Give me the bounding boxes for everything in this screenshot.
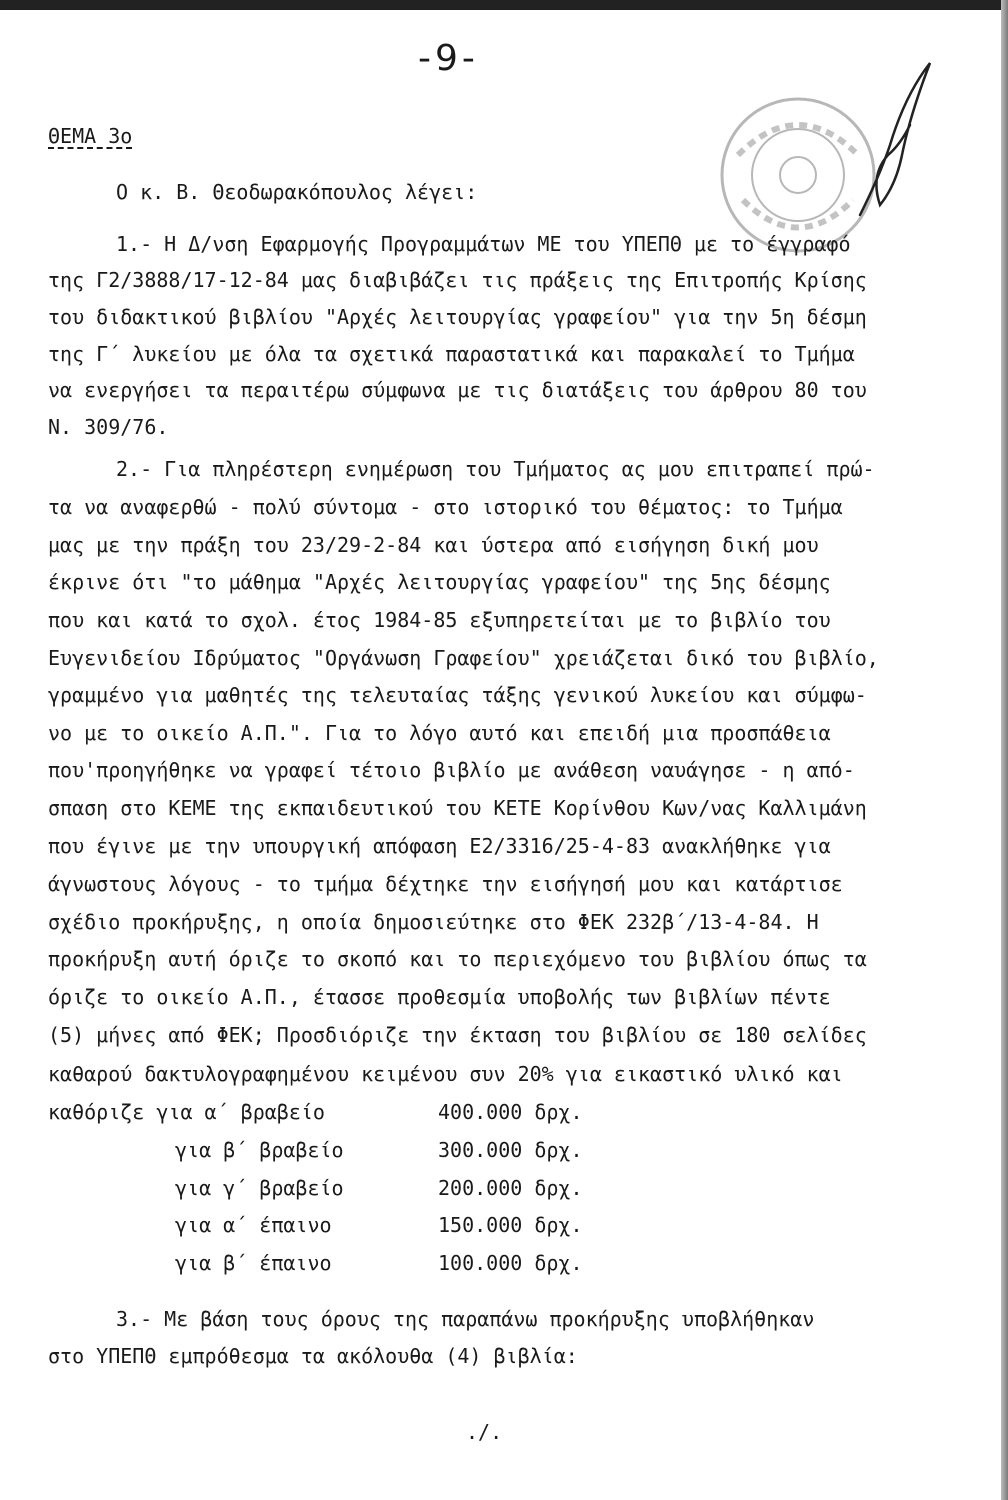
prize-amount: 200.000 δρχ. — [438, 1176, 583, 1200]
body-line: που'προηγήθηκε να γραφεί τέτοιο βιβλίο με ανάθεση ναυάγησε - η από- — [48, 758, 855, 782]
prize-label: για γ΄ βραβείο — [175, 1176, 344, 1200]
body-line: που έγινε με την υπουργική απόφαση Ε2/3316/25-4-83 ανακλήθηκε για — [48, 834, 831, 858]
body-line: 3.- Με βάση τους όρους της παραπάνω προκήρυξης υποβλήθηκαν — [116, 1307, 815, 1331]
body-line: Ν. 309/76. — [48, 415, 169, 439]
body-line: (5) μήνες από ΦΕΚ; Προσδιόριζε την έκταση του βιβλίου σε 180 σελίδες — [48, 1023, 867, 1047]
continuation-mark: ./. — [466, 1420, 503, 1444]
prize-label: για α΄ έπαινο — [175, 1213, 332, 1237]
body-line: 1.- Η Δ/νση Εφαρμογής Προγραμμάτων ΜΕ του ΥΠΕΠΘ με το έγγραφό — [116, 232, 851, 256]
body-line: τα να αναφερθώ - πολύ σύντομα - στο ιστορικό του θέματος: το Τμήμα — [48, 495, 843, 519]
body-line: Ο κ. Β. Θεοδωρακόπουλος λέγει: — [116, 180, 478, 204]
page-number: -9- — [418, 38, 479, 79]
body-line: σχέδιο προκήρυξης, η οποία δημοσιεύτηκε στο ΦΕΚ 232β΄/13-4-84. Η — [48, 910, 819, 934]
body-line: προκήρυξη αυτή όριζε το σκοπό και το περιεχόμενο του βιβλίου όπως τα — [48, 947, 867, 971]
page-top-edge — [0, 0, 1008, 10]
body-line: της Γ΄ λυκείου με όλα τα σχετικά παραστατικά και παρακαλεί το Τμήμα — [48, 342, 855, 366]
body-line: της Γ2/3888/17-12-84 μας διαβιβάζει τις πράξεις της Επιτροπής Κρίσης — [48, 268, 867, 292]
body-line: όριζε το οικείο Α.Π., έτασσε προθεσμία υποβολής των βιβλίων πέντε — [48, 985, 831, 1009]
page-right-edge — [1001, 0, 1008, 1500]
body-line: γραμμένο για μαθητές της τελευταίας τάξης γενικού λυκείου και σύμφω- — [48, 683, 867, 707]
section-heading: ΘΕΜΑ 3ο — [48, 124, 133, 148]
body-line: να ενεργήσει τα περαιτέρω σύμφωνα με τις διατάξεις του άρθρου 80 του — [48, 378, 867, 402]
prize-amount: 150.000 δρχ. — [438, 1213, 583, 1237]
prize-amount: 300.000 δρχ. — [438, 1138, 583, 1162]
body-line: μας με την πράξη του 23/29-2-84 και ύστερα από εισήγηση δική μου — [48, 533, 819, 557]
body-line: καθαρού δακτυλογραφημένου κειμένου συν 20% για εικαστικό υλικό και — [48, 1062, 843, 1086]
prize-amount: 100.000 δρχ. — [438, 1251, 583, 1275]
body-line: έκρινε ότι "το μάθημα "Αρχές λειτουργίας γραφείου" της 5ης δέσμης — [48, 570, 831, 594]
body-line: του διδακτικού βιβλίου "Αρχές λειτουργίας γραφείου" για την 5η δέσμη — [48, 305, 867, 329]
prize-label: για β΄ έπαινο — [175, 1251, 332, 1275]
body-line: Ευγενιδείου Ιδρύματος "Οργάνωση Γραφείου" χρειάζεται δικό του βιβλίο, — [48, 646, 879, 670]
handwritten-signature — [850, 55, 940, 225]
body-line: 2.- Για πληρέστερη ενημέρωση του Τμήματος ας μου επιτραπεί πρώ- — [116, 457, 875, 481]
prize-label: για β΄ βραβείο — [175, 1138, 344, 1162]
body-line: νο με το οικείο Α.Π.". Για το λόγο αυτό και επειδή μια προσπάθεια — [48, 721, 831, 745]
prize-amount: 400.000 δρχ. — [438, 1100, 583, 1124]
body-line: στο ΥΠΕΠΘ εμπρόθεσμα τα ακόλουθα (4) βιβλία: — [48, 1344, 578, 1368]
prize-label: καθόριζε για α΄ βραβείο — [48, 1100, 325, 1124]
body-line: άγνωστους λόγους - το τμήμα δέχτηκε την εισήγησή μου και κατάρτισε — [48, 872, 843, 896]
body-line: σπαση στο ΚΕΜΕ της εκπαιδευτικού του ΚΕΤΕ Κορίνθου Κων/νας Καλλιμάνη — [48, 796, 867, 820]
body-line: που και κατά το σχολ. έτος 1984-85 εξυπηρετείται με το βιβλίο του — [48, 608, 831, 632]
